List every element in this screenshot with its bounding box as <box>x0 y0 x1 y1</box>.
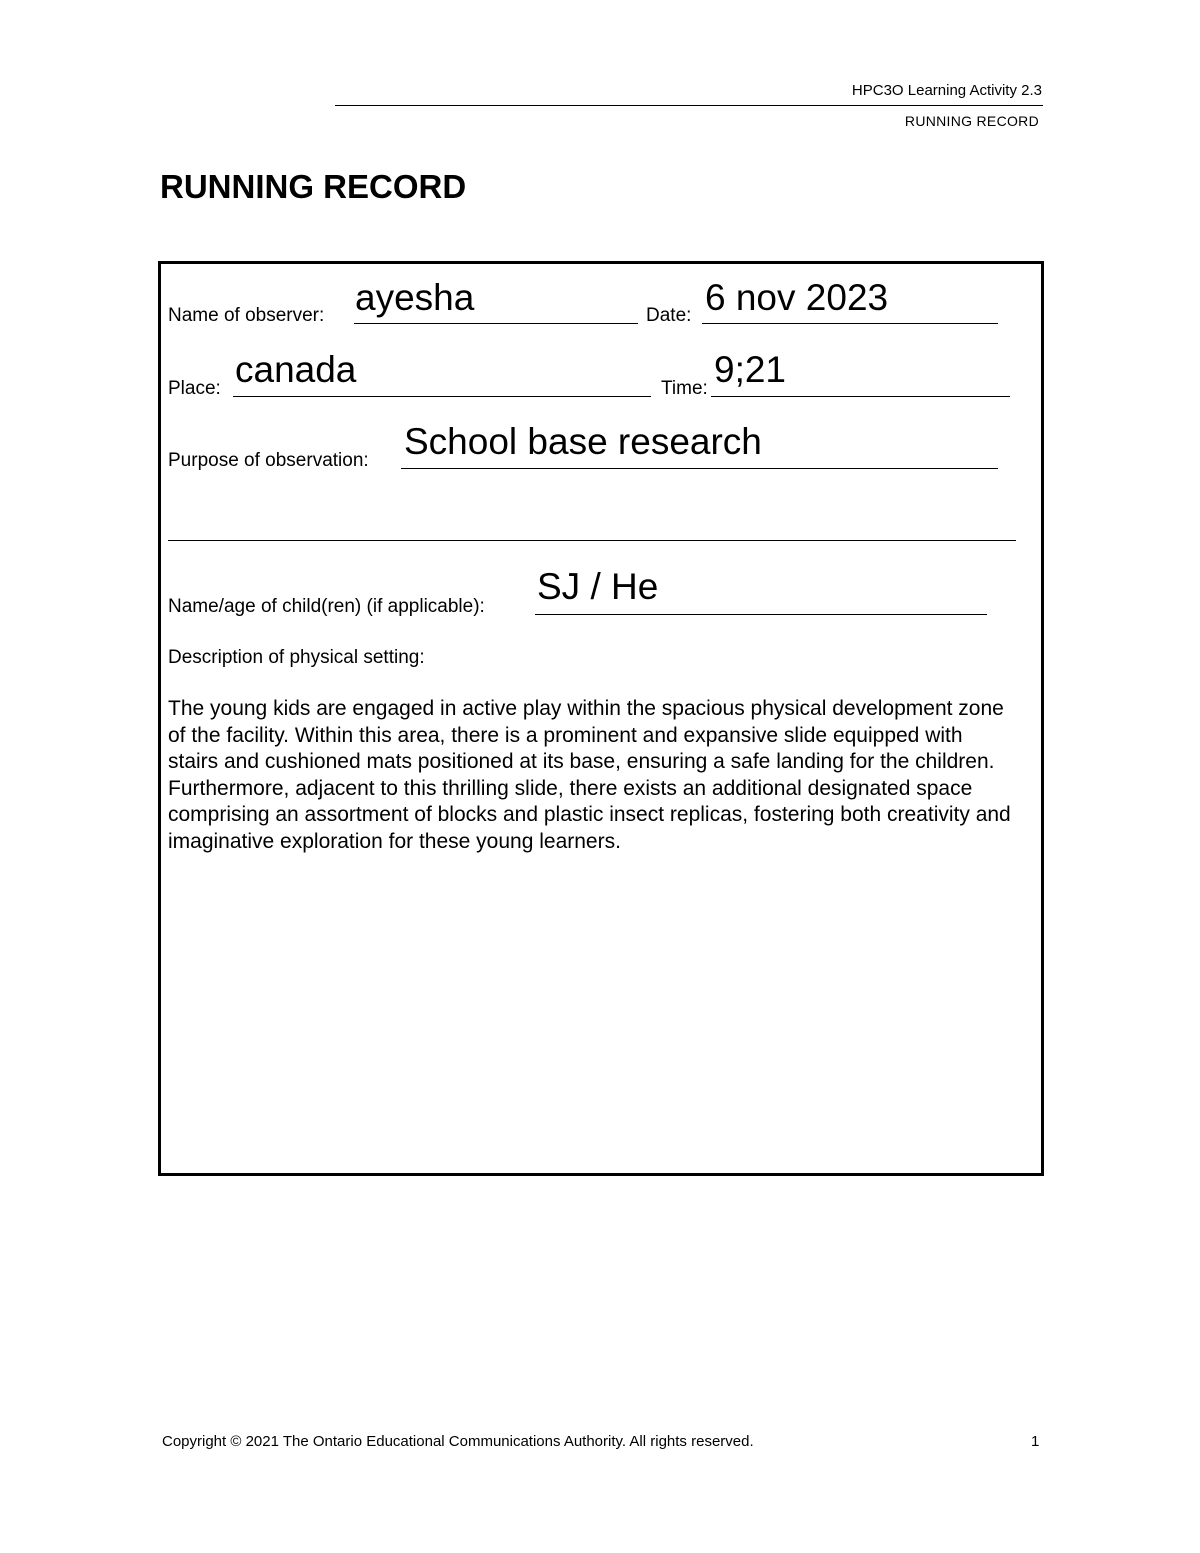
child-value: SJ / He <box>537 566 659 607</box>
place-label: Place: <box>168 378 221 399</box>
purpose-field-line[interactable] <box>401 468 998 469</box>
setting-description: The young kids are engaged in active play within the spacious physical development zone of the facility. Within this area, there is a prominent and expansive slide equipped with stairs and cushioned mats positioned at its base, ensuring a safe landing for the children. Furthermore, adjacent to this thrilling slide, there exists an additional designated space comprising an assortment of blocks and plastic insect replicas, fostering both creativity and imaginative exploration for these young learners. <box>168 697 1011 853</box>
time-value: 9;21 <box>714 349 787 390</box>
footer-copyright: Copyright © 2021 The Ontario Educational Communications Authority. All rights reserved. <box>162 1433 754 1450</box>
header-activity-label: HPC3O Learning Activity 2.3 <box>851 82 1042 99</box>
observer-value: ayesha <box>355 277 475 318</box>
purpose-value: School base research <box>404 421 762 462</box>
purpose-label: Purpose of observation: <box>168 450 369 471</box>
setting-label: Description of physical setting: <box>168 647 425 668</box>
child-field-line[interactable] <box>535 614 987 615</box>
page-title: RUNNING RECORD <box>160 168 467 205</box>
time-field-line[interactable] <box>711 396 1010 397</box>
header-divider <box>335 105 1043 106</box>
purpose-continuation-line[interactable] <box>168 540 1016 541</box>
child-label: Name/age of child(ren) (if applicable): <box>168 596 485 617</box>
header-section-label: RUNNING RECORD <box>904 113 1039 129</box>
place-field-line[interactable] <box>233 396 651 397</box>
observer-field-line[interactable] <box>354 323 638 324</box>
date-field-line[interactable] <box>702 323 998 324</box>
time-label: Time: <box>661 378 708 399</box>
observer-label: Name of observer: <box>168 305 325 326</box>
date-label: Date: <box>646 305 692 326</box>
page-number: 1 <box>1031 1433 1040 1450</box>
date-value: 6 nov 2023 <box>705 277 889 318</box>
place-value: canada <box>235 349 357 390</box>
